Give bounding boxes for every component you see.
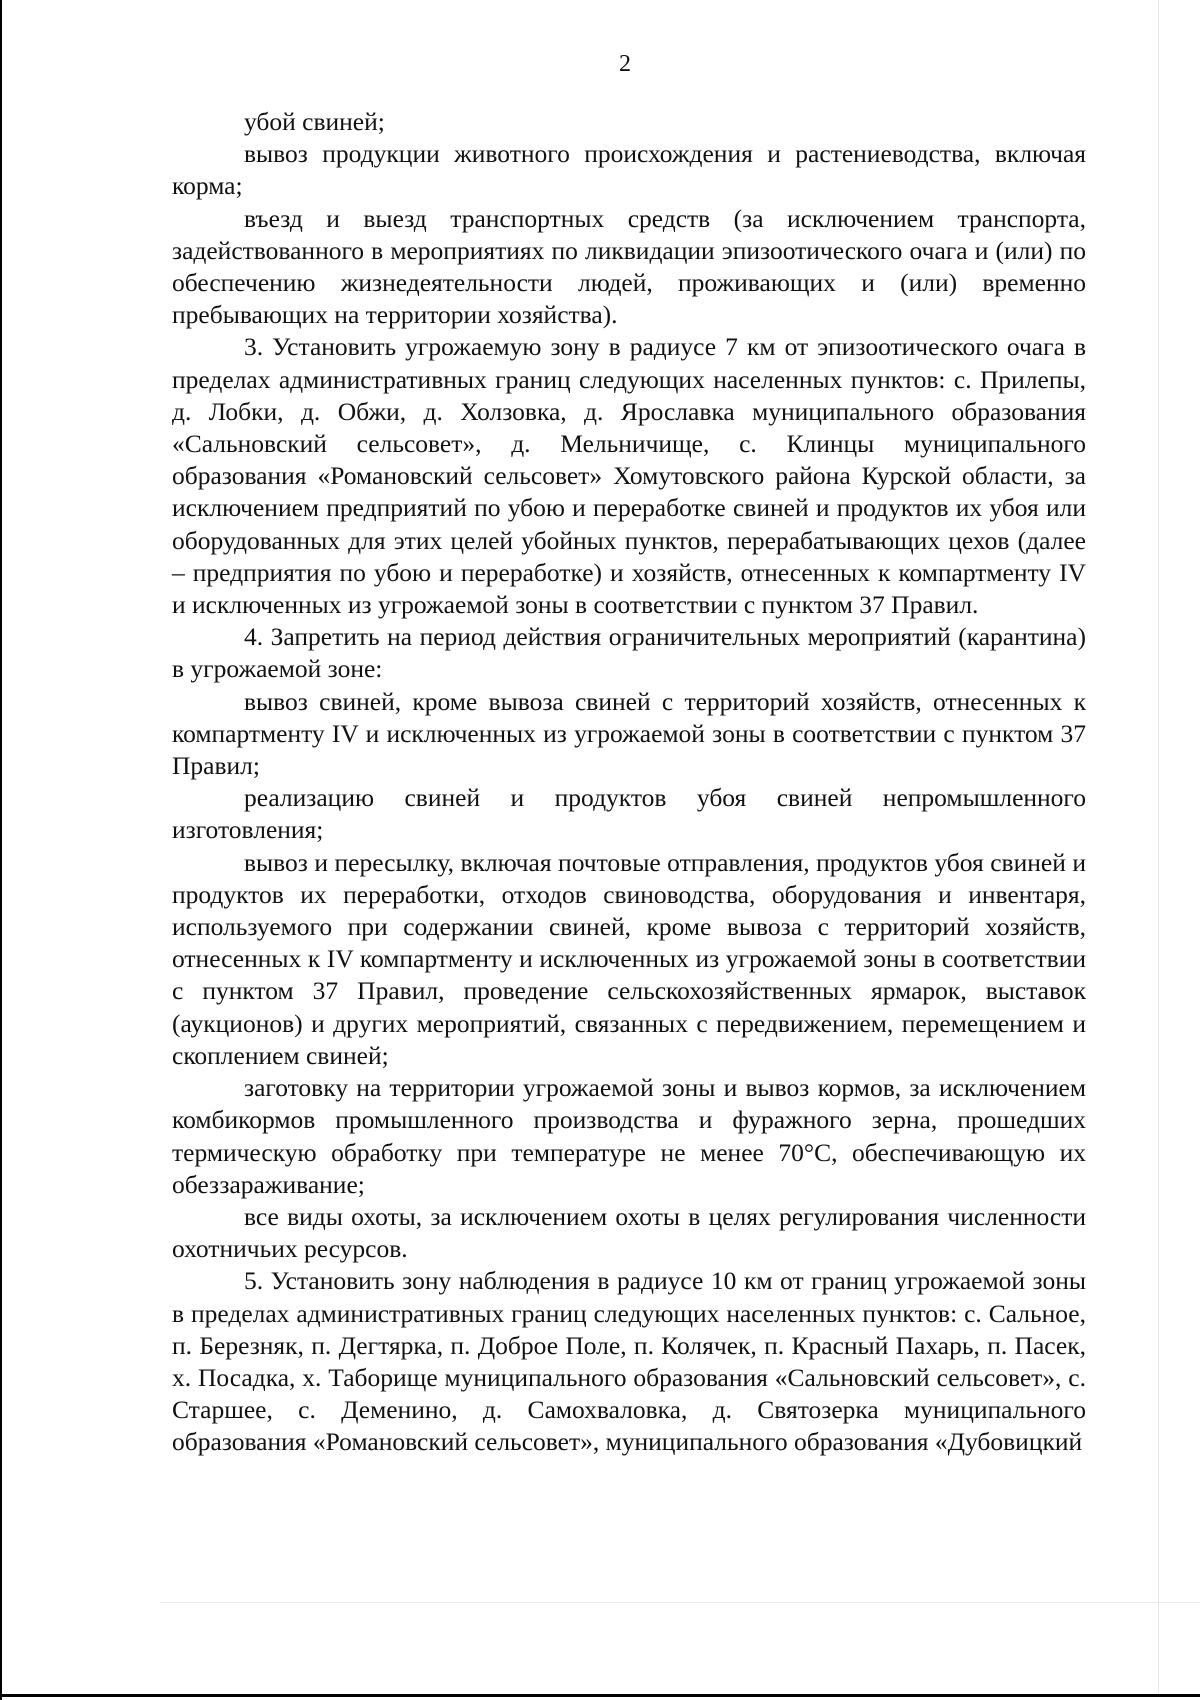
scan-artifact-vertical	[1158, 0, 1159, 1694]
paragraph-vehicle-entry: въезд и выезд транспортных средств (за исключением транспорта, задействованного в мероприятиях по ликвидации эпизоотического очага и (или) по обеспечению жизнедеятельности людей, проживающих и (или) временно пребывающих на территории хозяйства).	[172, 203, 1086, 330]
paragraph-item-5: 5. Установить зону наблюдения в радиусе 10 км от границ угрожаемой зоны в пределах административных границ следующих населенных пунктов: с. Сальное, п. Березняк, п. Дегтярка, п. Доброе Поле, п. Колячек, п. Красный Пахарь, п. Пасек, х. Посадка, х. Таборище муниципального образования «Сальновский сельсовет», с. Старшее, с. Деменино, д. Самохваловка, д. Святозерка муниципального образования «Романовский сельсовет», муниципального образования «Дубовицкий	[172, 1266, 1086, 1457]
document-body	[172, 106, 1086, 1459]
page-bottom-edge	[0, 1694, 1200, 1697]
paragraph-pig-export: вывоз свиней, кроме вывоза свиней с территорий хозяйств, отнесенных к компартменту IV и исключенных из угрожаемой зоны в соответствии с пунктом 37 Правил;	[172, 686, 1086, 781]
paragraph-feed: заготовку на территории угрожаемой зоны и вывоз кормов, за исключением комбикормов промышленного производства и фуражного зерна, прошедших термическую обработку при температуре не менее 70°С, обеспечивающую их обеззараживание;	[172, 1073, 1086, 1199]
paragraph-shipping: вывоз и пересылку, включая почтовые отправления, продуктов убоя свиней и продуктов их переработки, отходов свиноводства, оборудования и инвентаря, используемого при содержании свиней, кроме вывоза с территорий хозяйств, отнесенных к IV компартменту и исключенных из угрожаемой зоны в соответствии с пунктом 37 Правил, проведение сельскохозяйственных ярмарок, выставок (аукционов) и других мероприятий, связанных с передвижением, перемещением и скоплением свиней;	[172, 847, 1086, 1070]
paragraph-item-3: 3. Установить угрожаемую зону в радиусе 7 км от эпизоотического очага в пределах административных границ следующих населенных пунктов: с. Прилепы, д. Лобки, д. Обжи, д. Холзовка, д. Ярославка муниципального образования «Сальновский сельсовет», д. Мельничище, с. Клинцы муниципального образования «Романовский сельсовет» Хомутовского района Курской области, за исключением предприятий по убою и переработке свиней и продуктов их убоя или оборудованных для этих целей убойных пунктов, перерабатывающих цехов (далее – предприятия по убою и переработке) и хозяйств, отнесенных к компартменту IV и исключенных из угрожаемой зоны в соответствии с пунктом 37 Правил.	[172, 332, 1086, 620]
scan-artifact-horizontal	[160, 1602, 1200, 1603]
page-number: 2	[619, 51, 631, 77]
paragraph-slaughter: убой свиней;	[244, 107, 385, 136]
paragraph-hunting: все виды охоты, за исключением охоты в целях регулирования численности охотничьих ресурсов.	[172, 1201, 1086, 1264]
paragraph-export-products: вывоз продукции животного происхождения и растениеводства, включая корма;	[172, 139, 1086, 201]
paragraph-item-4: 4. Запретить на период действия ограничительных мероприятий (карантина) в угрожаемой зоне:	[172, 622, 1086, 684]
paragraph-pig-sale: реализацию свиней и продуктов убоя свиней непромышленного изготовления;	[172, 783, 1086, 845]
